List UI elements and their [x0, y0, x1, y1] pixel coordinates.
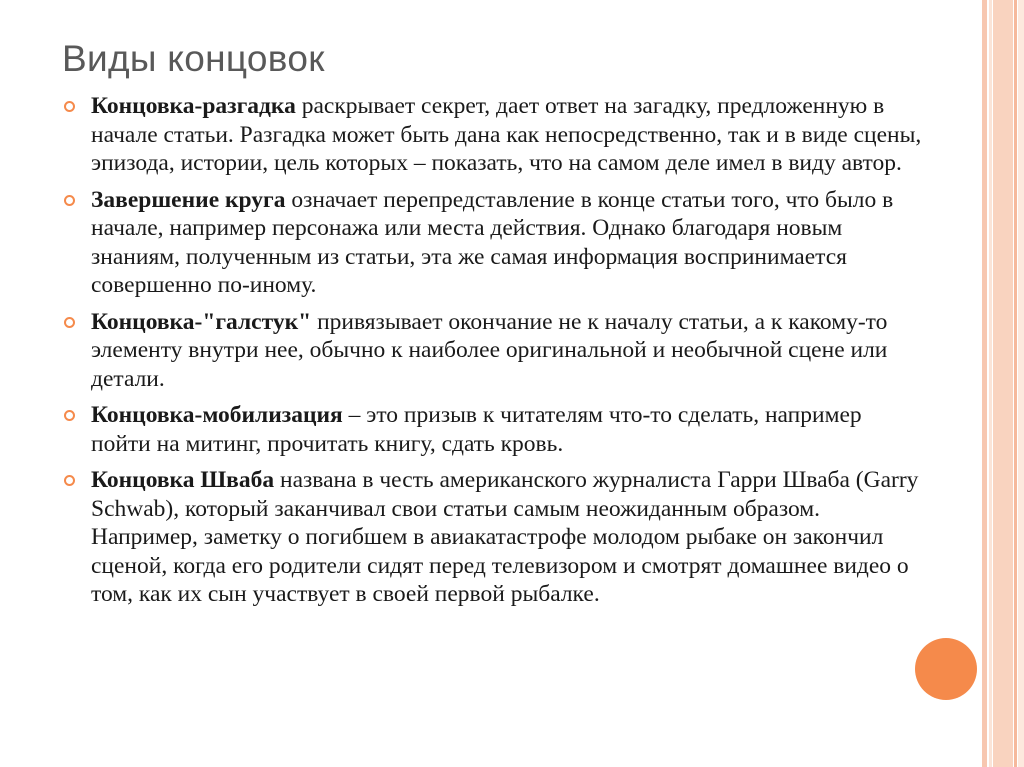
slide-title: Виды концовок [62, 38, 325, 79]
bullet-term: Концовка-разгадка [91, 93, 296, 119]
bullet-term: Завершение круга [91, 186, 286, 213]
decorative-stripe [1018, 0, 1024, 767]
bullet-text: – это призыв к читателям что-то сделать, например пойти на митинг, прочитать книгу, сдать кровь. [91, 402, 862, 457]
decorative-stripe [1014, 0, 1017, 767]
bullet-ring-icon [64, 317, 75, 328]
bullet-text: раскрывает секрет, дает ответ на загадку, предложенную в начале статьи. Разгадка может быть дана как непосредственно, так и в виде сцены, эпизода, истории, цель которых – показать, что на самом деле имел в виду автор. [91, 93, 922, 176]
bullet-ring-icon [64, 195, 75, 206]
bullet-item [62, 92, 922, 178]
decorative-stripe [993, 0, 1013, 767]
accent-circle [915, 638, 977, 700]
bullet-text: привязывает окончание не к началу статьи, а к какому-то элементу внутри нее, обычно к наиболее оригинальной и необычной сцене или детали. [91, 308, 888, 392]
bullet-ring-icon [64, 101, 75, 112]
bullet-item [62, 186, 922, 300]
bullet-ring-icon [64, 410, 75, 421]
bullet-term: Концовка-мобилизация [91, 402, 343, 428]
bullet-item [62, 401, 922, 458]
bullet-item [62, 466, 922, 609]
bullet-list [62, 92, 922, 617]
bullet-item [62, 308, 922, 394]
bullet-text: означает перепредставление в конце статьи того, что было в начале, например персонажа или места действия. Однако благодаря новым знаниям, полученным из статьи, эта же самая информация воспринимается совершенно по-иному. [91, 186, 894, 298]
bullet-ring-icon [64, 475, 75, 486]
bullet-term: Концовка-"галстук" [91, 308, 312, 335]
bullet-text: названа в честь американского журналиста Гарри Шваба (Garry Schwab), который заканчивал свои статьи самым неожиданным образом. Например, заметку о погибшем в авиакатастрофе молодом рыбаке он закончил сценой, когда его родители сидят перед телевизором и смотрят домашнее видео о том, как их сын участвует в своей первой рыбалке. [91, 467, 919, 607]
decorative-stripe [989, 0, 992, 767]
bullet-term: Концовка Шваба [91, 467, 275, 493]
decorative-stripe [982, 0, 987, 767]
